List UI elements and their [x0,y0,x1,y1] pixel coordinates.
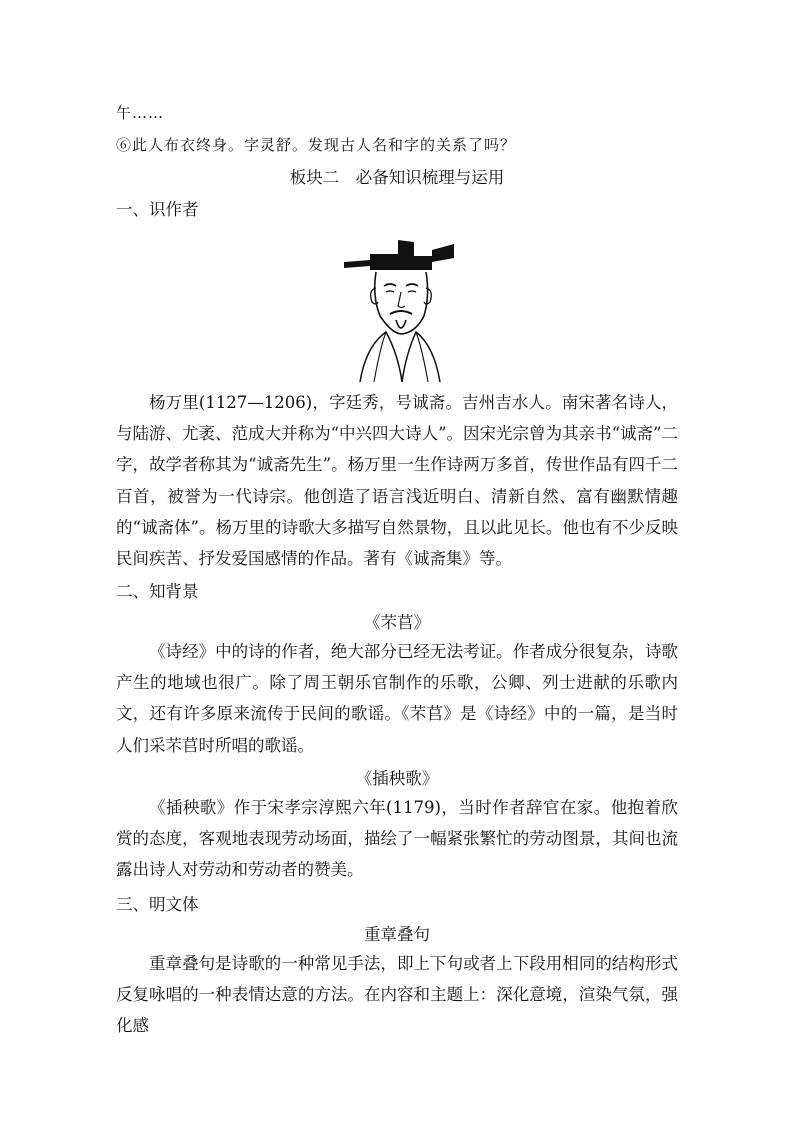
top-fragment: 午…… [116,104,165,122]
genre-paragraph: 重章叠句是诗歌的一种常见手法，即上下句或者上下段用相同的结构形式反复咏唱的一种表情达意的方法。在内容和主题上：深化意境，渲染气氛，强化感 [116,954,678,1036]
fuyi-paragraph: 《诗经》中的诗的作者，绝大部分已经无法考证。作者成分很复杂，诗歌产生的地域也很广。除了周王朝乐官制作的乐歌，公卿、列士进献的乐歌内文，还有许多原来流传于民间的歌谣。《芣苢》是《诗经》中的一篇，是当时人们采芣苢时所唱的歌谣。 [116,642,678,755]
chayangge-paragraph: 《插秧歌》作于宋孝宗淳熙六年(1179)，当时作者辞官在家。他抱着欣赏的态度，客观地表现劳动场面，描绘了一幅紧张繁忙的劳动图景，其间也流露出诗人对劳动和劳动者的赞美。 [116,798,678,880]
subtitle-chayangge: 《插秧歌》 [355,769,439,788]
heading-genre: 三、明文体 [116,895,199,914]
author-paragraph: 杨万里(1127—1206)，字廷秀，号诚斋。吉州吉水人。南宋著名诗人，与陆游、尤袤、范成大并称为“中兴四大诗人”。因宋光宗曾为其亲书“诚斋”二字，故学者称其为“诚斋先生”。杨万里一生作诗两万多首，传世作品有四千二百首，被誉为一代诗宗。他创造了语言浅近明白、清新自然、富有幽默情趣的“诚斋体”。杨万里的诗歌大多描写自然景物，且以此见长。他也有不少反映民间疾苦、抒发爱国感情的作品。著有《诚斋集》等。 [116,393,678,569]
subtitle-fuyi: 《芣苢》 [364,613,430,632]
section-title: 板块二 必备知识梳理与运用 [289,168,505,187]
author-portrait [340,236,456,382]
heading-background: 二、知背景 [116,582,199,601]
heading-author: 一、识作者 [116,200,199,219]
note-6: ⑥此人布衣终身。字灵舒。发现古人名和字的关系了吗？ [116,136,517,154]
subtitle-chongzhang: 重章叠句 [364,925,430,944]
